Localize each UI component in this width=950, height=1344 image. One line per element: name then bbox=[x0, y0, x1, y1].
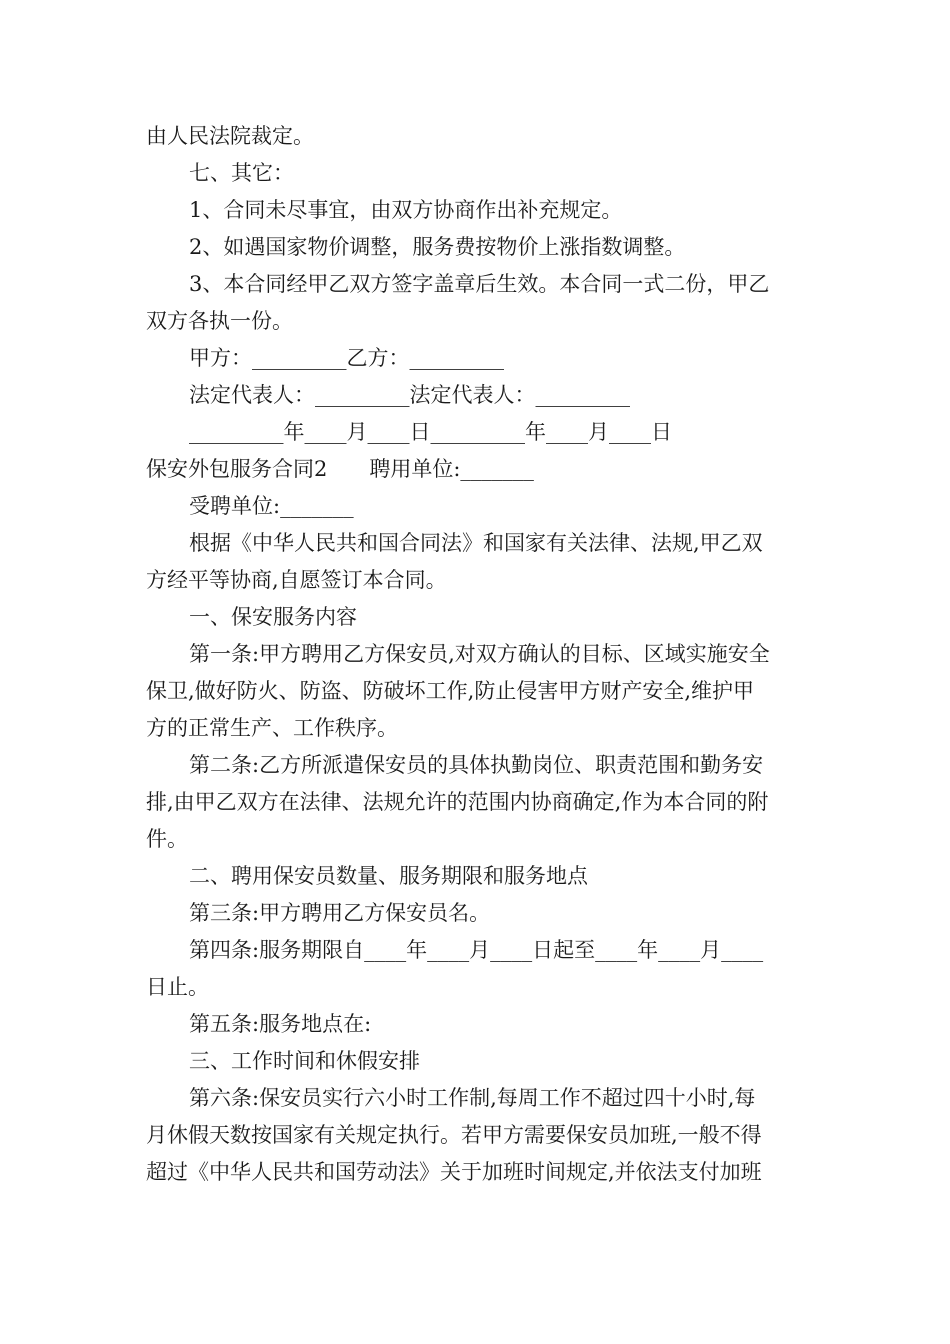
clause-line: 第三条:甲方聘用乙方保安员名。 bbox=[189, 901, 491, 925]
signature-line: 甲方：_________乙方：_________ bbox=[189, 346, 504, 370]
clause-line: 第一条:甲方聘用乙方保安员,对双方确认的目标、区域实施安全 bbox=[189, 642, 770, 666]
body-line: 日止。 bbox=[146, 975, 209, 999]
party-line: 受聘单位:_______ bbox=[189, 494, 354, 518]
body-line: 保卫,做好防火、防盗、防破坏工作,防止侵害甲方财产安全,维护甲 bbox=[146, 679, 755, 703]
clause-line: 第六条:保安员实行六小时工作制,每周工作不超过四十小时,每 bbox=[189, 1086, 756, 1110]
body-line: 件。 bbox=[146, 827, 188, 851]
body-line: 超过《中华人民共和国劳动法》关于加班时间规定,并依法支付加班 bbox=[146, 1160, 762, 1184]
body-line: 方经平等协商,自愿签订本合同。 bbox=[146, 568, 447, 592]
body-line: 由人民法院裁定。 bbox=[146, 124, 314, 148]
clause-line: 第四条:服务期限自____年____月____日起至____年____月____ bbox=[189, 938, 764, 962]
section-heading: 三、工作时间和休假安排 bbox=[189, 1049, 420, 1073]
clause-line: 第二条:乙方所派遣保安员的具体执勤岗位、职责范围和勤务安 bbox=[189, 753, 764, 777]
body-line: 双方各执一份。 bbox=[146, 309, 293, 333]
body-line: 方的正常生产、工作秩序。 bbox=[146, 716, 398, 740]
body-line: 月休假天数按国家有关规定执行。若甲方需要保安员加班,一般不得 bbox=[146, 1123, 762, 1147]
preamble-line: 根据《中华人民共和国合同法》和国家有关法律、法规,甲乙双 bbox=[189, 531, 763, 555]
section-heading: 七、其它： bbox=[189, 161, 294, 185]
section-heading: 一、保安服务内容 bbox=[189, 605, 357, 629]
document-body bbox=[146, 118, 808, 1191]
date-line: _________年____月____日_________年____月____日 bbox=[189, 420, 672, 444]
clause-line: 1、合同未尽事宜，由双方协商作出补充规定。 bbox=[189, 198, 623, 222]
clause-line: 3、本合同经甲乙双方签字盖章后生效。本合同一式二份，甲乙 bbox=[189, 272, 770, 296]
clause-line: 2、如遇国家物价调整，服务费按物价上涨指数调整。 bbox=[189, 235, 686, 259]
section-heading: 二、聘用保安员数量、服务期限和服务地点 bbox=[189, 864, 588, 888]
clause-line: 第五条:服务地点在: bbox=[189, 1012, 372, 1036]
body-line: 排,由甲乙双方在法律、法规允许的范围内协商确定,作为本合同的附 bbox=[146, 790, 769, 814]
contract-title-line: 保安外包服务合同2 聘用单位:_______ bbox=[146, 457, 534, 481]
signature-line: 法定代表人：_________法定代表人：_________ bbox=[189, 383, 630, 407]
